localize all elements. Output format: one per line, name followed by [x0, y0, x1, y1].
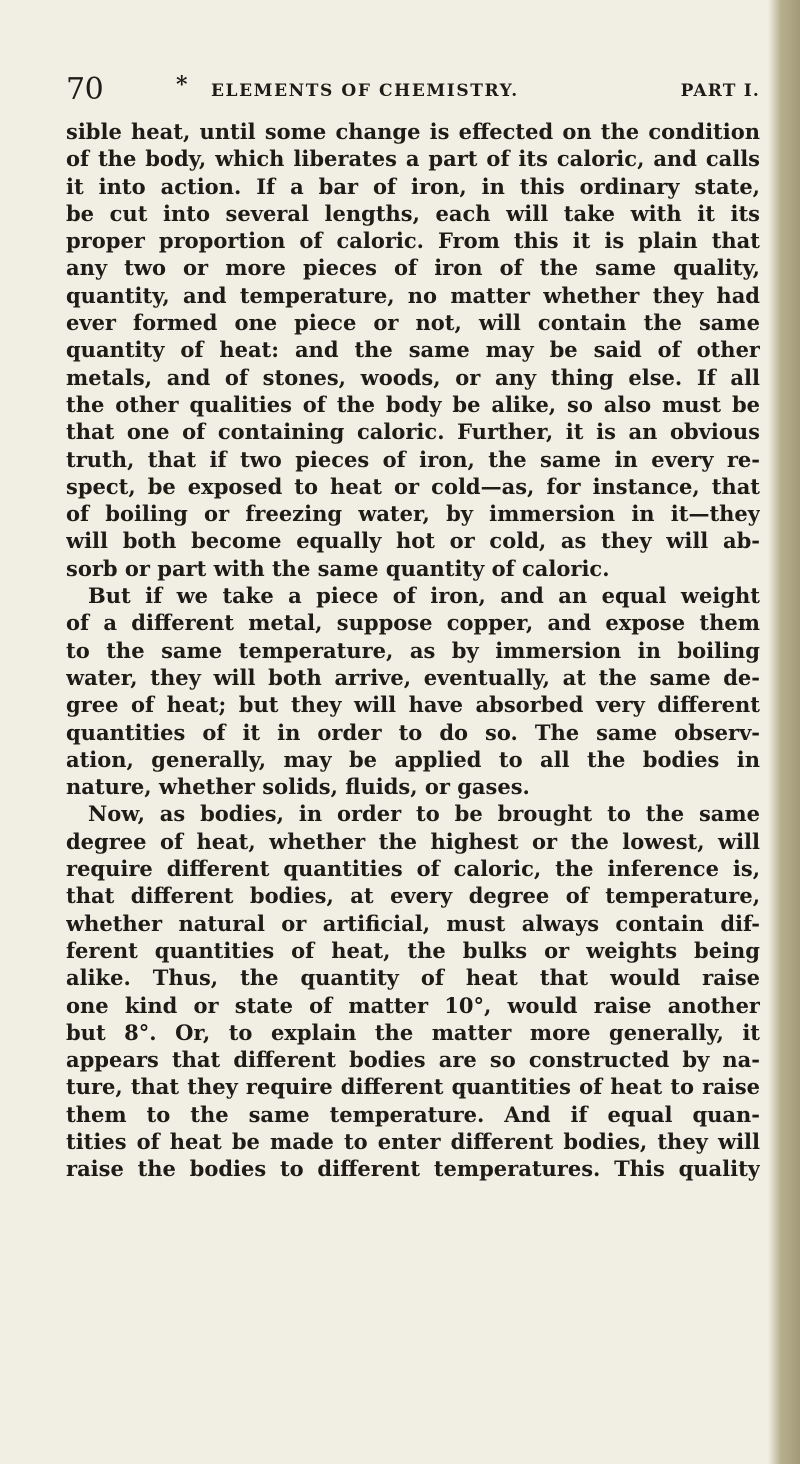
paragraph-end-line: sorb or part with the same quantity of caloric. — [66, 555, 610, 581]
text-line: sible heat, until some change is effected on the condition — [66, 119, 760, 144]
text-line: ation, generally, may be applied to all the bodies in — [66, 746, 760, 772]
text-line: ture, that they require different quantities of heat to raise — [66, 1074, 760, 1100]
text-line: quantities of it in order to do so. The same observ- — [66, 719, 760, 745]
text-line: of the body, which liberates a part of its caloric, and calls — [66, 146, 760, 172]
paragraph-start-line: Now, as bodies, in order to be brought to the same — [88, 801, 760, 827]
text-line: any two or more pieces of iron of the same quality, — [66, 255, 760, 281]
text-line: be cut into several lengths, each will take with it its — [66, 200, 760, 226]
text-line: metals, and of stones, woods, or any thing else. If all — [66, 364, 760, 390]
text-line: ferent quantities of heat, the bulks or weights being — [66, 937, 760, 963]
text-line: spect, be exposed to heat or cold—as, for instance, that — [66, 473, 760, 499]
body-text — [66, 118, 760, 1183]
text-line: will both become equally hot or cold, as they will ab- — [66, 528, 760, 554]
text-line: whether natural or artificial, must always contain dif- — [66, 910, 760, 936]
text-line: raise the bodies to different temperatures. This quality — [66, 1156, 760, 1182]
text-line: truth, that if two pieces of iron, the same in every re- — [66, 446, 760, 472]
text-line: degree of heat, whether the highest or the lowest, will — [66, 828, 760, 854]
text-line: require different quantities of caloric, the inference is, — [66, 856, 760, 882]
page-number: 70 — [66, 72, 104, 107]
running-title: ELEMENTS OF CHEMISTRY. — [211, 81, 519, 101]
text-line: of boiling or freezing water, by immersion in it—they — [66, 501, 760, 527]
part-label: PART I. — [680, 81, 760, 101]
text-line: it into action. If a bar of iron, in this ordinary state, — [66, 173, 760, 199]
text-line: ever formed one piece or not, will contain the same — [66, 310, 760, 336]
text-line: one kind or state of matter 10°, would raise another — [66, 992, 760, 1018]
paragraph-end-line: nature, whether solids, fluids, or gases. — [66, 774, 530, 800]
text-line: the other qualities of the body be alike, so also must be — [66, 391, 760, 417]
running-head — [66, 70, 760, 110]
text-line: of a different metal, suppose copper, and expose them — [66, 610, 760, 636]
text-line: alike. Thus, the quantity of heat that would raise — [66, 965, 760, 991]
text-line: to the same temperature, as by immersion in boiling — [66, 637, 760, 663]
text-line: appears that different bodies are so constructed by na- — [66, 1047, 760, 1073]
text-line: quantity, and temperature, no matter whether they had — [66, 282, 760, 308]
text-line: that one of containing caloric. Further, it is an obvious — [66, 419, 760, 445]
text-line: gree of heat; but they will have absorbed very different — [66, 692, 760, 718]
text-line: water, they will both arrive, eventually, at the same de- — [66, 664, 760, 690]
text-line: them to the same temperature. And if equal quan- — [66, 1101, 760, 1127]
paragraph-start-line: But if we take a piece of iron, and an equal weight — [88, 583, 760, 609]
text-line: proper proportion of caloric. From this it is plain that — [66, 228, 760, 254]
page-edge-shadow — [768, 0, 800, 1464]
text-line: but 8°. Or, to explain the matter more generally, it — [66, 1019, 760, 1045]
printer-mark: * — [176, 72, 188, 98]
text-line: tities of heat be made to enter different bodies, they will — [66, 1128, 760, 1154]
text-line: quantity of heat: and the same may be said of other — [66, 337, 760, 363]
text-line: that different bodies, at every degree of temperature, — [66, 883, 760, 909]
